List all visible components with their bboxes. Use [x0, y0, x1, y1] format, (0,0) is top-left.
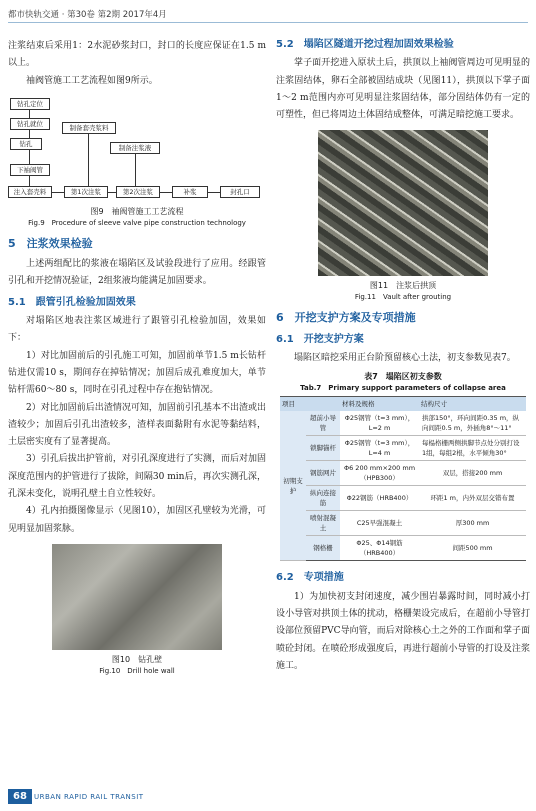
- table-cell: 每榀格栅两侧拱脚节点处分别打设1组，每组2根，水平倾角30°: [419, 436, 526, 461]
- table-cell: 超前小导管: [306, 411, 340, 436]
- flow-box: 制备注浆液: [110, 142, 160, 154]
- flow-box: 钻孔定位: [10, 98, 50, 110]
- table-cell: Φ25钢管（t=3 mm），L=4 m: [340, 436, 419, 461]
- table-header: 结构尺寸: [419, 397, 526, 412]
- figure-caption: 图11 注浆后拱顶: [369, 281, 437, 291]
- table-cell: 钢筋网片: [306, 461, 340, 486]
- table-cell: Φ6 200 mm×200 mm（HPB300）: [340, 461, 419, 486]
- table-cell: 双层，搭接200 mm: [419, 461, 526, 486]
- support-parameters-table: [280, 396, 526, 561]
- figure-caption-en: Fig.10 Drill hole wall: [99, 666, 175, 675]
- flow-chart: [8, 96, 266, 206]
- table-title: 表7 塌陷区初支参数: [364, 372, 442, 382]
- paragraph: 袖阀管施工工艺流程如图9所示。: [26, 75, 158, 86]
- flow-box: 下袖阀管: [10, 164, 50, 176]
- figure-caption-en: Fig.9 Procedure of sleeve valve pipe construction technology: [28, 218, 246, 227]
- paragraph: 1）对比加固前后的引孔施工可知，加固前单节1.5 m长钻杆钻进仅需10 s，期间存在掉钻情况；加固后成孔难度加大，单节钻杆需60～80 s，同时在引孔过程中存在抱钻情况。: [8, 350, 266, 396]
- paragraph: 4）孔内拍摄图像显示（见图10），加固区孔壁较为光滑，可见明显加固浆脉。: [8, 506, 266, 534]
- table-row: [280, 436, 526, 461]
- drill-hole-photo: [52, 544, 222, 650]
- table-cell: Φ22钢筋（HRB400）: [340, 486, 419, 511]
- subsection-heading: 5.1 跟管引孔检验加固效果: [8, 296, 136, 308]
- header-rule: [8, 22, 528, 23]
- table-group-cell: 初期支护: [280, 411, 306, 561]
- table-row: [280, 411, 526, 436]
- table-cell: Φ25、Φ14钢筋（HRB400）: [340, 536, 419, 561]
- paragraph: 1）为加快初支封闭速度，减少围岩暴露时间，同时减小打设小导管对拱顶土体的扰动，格栅架设完成后，在超前小导管打设部位预留PVC导向管，而后对除核心土之外的工作面和掌子面喷砼封闭。在喷砼形成强度后，再进行超前小导管的打设及注浆施工。: [276, 591, 530, 671]
- table-cell: 厚300 mm: [419, 511, 526, 536]
- table-cell: 喷射混凝土: [306, 511, 340, 536]
- page-number: 68: [8, 789, 32, 804]
- subsection-heading: 6.1 开挖支护方案: [276, 333, 364, 345]
- journal-name: URBAN RAPID RAIL TRANSIT: [34, 793, 144, 801]
- vault-photo: [318, 130, 488, 276]
- section-heading: 6 开挖支护方案及专项措施: [276, 311, 416, 325]
- flow-box: 封孔口: [220, 186, 260, 198]
- table-cell: 钢格栅: [306, 536, 340, 561]
- right-column: [276, 38, 530, 675]
- table-row: [280, 461, 526, 486]
- running-title: 都市快轨交通 · 第30卷 第2期 2017年4月: [8, 10, 167, 20]
- table-cell: 环距1 m，内外双层交错布置: [419, 486, 526, 511]
- table-cell: 锁脚锚杆: [306, 436, 340, 461]
- table-row: [280, 536, 526, 561]
- table-cell: 间距500 mm: [419, 536, 526, 561]
- flow-box: 钻孔就位: [10, 118, 50, 130]
- table-cell: C25早强混凝土: [340, 511, 419, 536]
- flow-box: 钻孔: [10, 138, 42, 150]
- left-column: [8, 38, 266, 677]
- table-cell: 拱部150°，环向间距0.35 m，纵向间距0.5 m，外插角8°～11°: [419, 411, 526, 436]
- table-cell: Φ25钢管（t=3 mm），L=2 m: [340, 411, 419, 436]
- paragraph: 塌陷区暗挖采用正台阶预留核心土法，初支参数见表7。: [294, 353, 516, 364]
- flow-box: 注入套壳料: [8, 186, 52, 198]
- figure-caption: 图9 袖阀管施工工艺流程: [90, 206, 184, 216]
- flow-box: 第1次注浆: [64, 186, 108, 198]
- paragraph: 3）引孔后拔出护管前，对引孔深度进行了实测，而后对加固深度范围内的护管进行了拔除，间隔30 min后，再次实测孔深，孔深未变化，说明孔壁土自立性较好。: [8, 454, 266, 500]
- table-row: [280, 511, 526, 536]
- subsection-heading: 6.2 专项措施: [276, 572, 344, 584]
- flow-box: 补浆: [172, 186, 208, 198]
- figure-caption-en: Fig.11 Vault after grouting: [354, 293, 452, 302]
- paragraph: 2）对比加固前后出渣情况可知，加固前引孔基本不出渣或出渣较少；加固后引孔出渣较多，渣样表面黏附有水泥等黏结料，土层密实度有了显著提高。: [8, 402, 266, 448]
- paragraph: 掌子面开挖进入原状土后，拱顶以上袖阀管周边可见明显的注浆固结体，卵石全部被固结成块（见图11），拱顶以下掌子面1～2 m范围内亦可见明显注浆固结体，部分固结体仍有一定的可塑性，但已将周边土体固结成整体，可满足暗挖施工要求。: [276, 58, 530, 121]
- flow-box: 制备套壳浆料: [62, 122, 116, 134]
- table-title-en: Tab.7 Primary support parameters of collapse area: [300, 384, 506, 393]
- subsection-heading: 5.2 塌陷区隧道开挖过程加固效果检验: [276, 39, 454, 50]
- section-heading: 5 注浆效果检验: [8, 236, 93, 250]
- table-header: 项目: [280, 397, 340, 412]
- page-header: [0, 0, 536, 28]
- paragraph: 注浆结束后采用1：2水泥砂浆封口，封口的长度应保证在1.5 m以上。: [8, 41, 266, 69]
- table-row: [280, 486, 526, 511]
- table-cell: 纵向连接筋: [306, 486, 340, 511]
- flow-box: 第2次注浆: [116, 186, 160, 198]
- paragraph: 上述两组配比的浆液在塌陷区及试验段进行了应用。经跟管引孔和开挖情况验证，2组浆液均能满足加固要求。: [8, 259, 266, 287]
- table-header: 材料及规格: [340, 397, 419, 412]
- figure-caption: 图10 钻孔壁: [111, 654, 163, 664]
- paragraph: 对塌陷区地表注浆区域进行了跟管引孔检验加固，效果如下：: [8, 316, 266, 344]
